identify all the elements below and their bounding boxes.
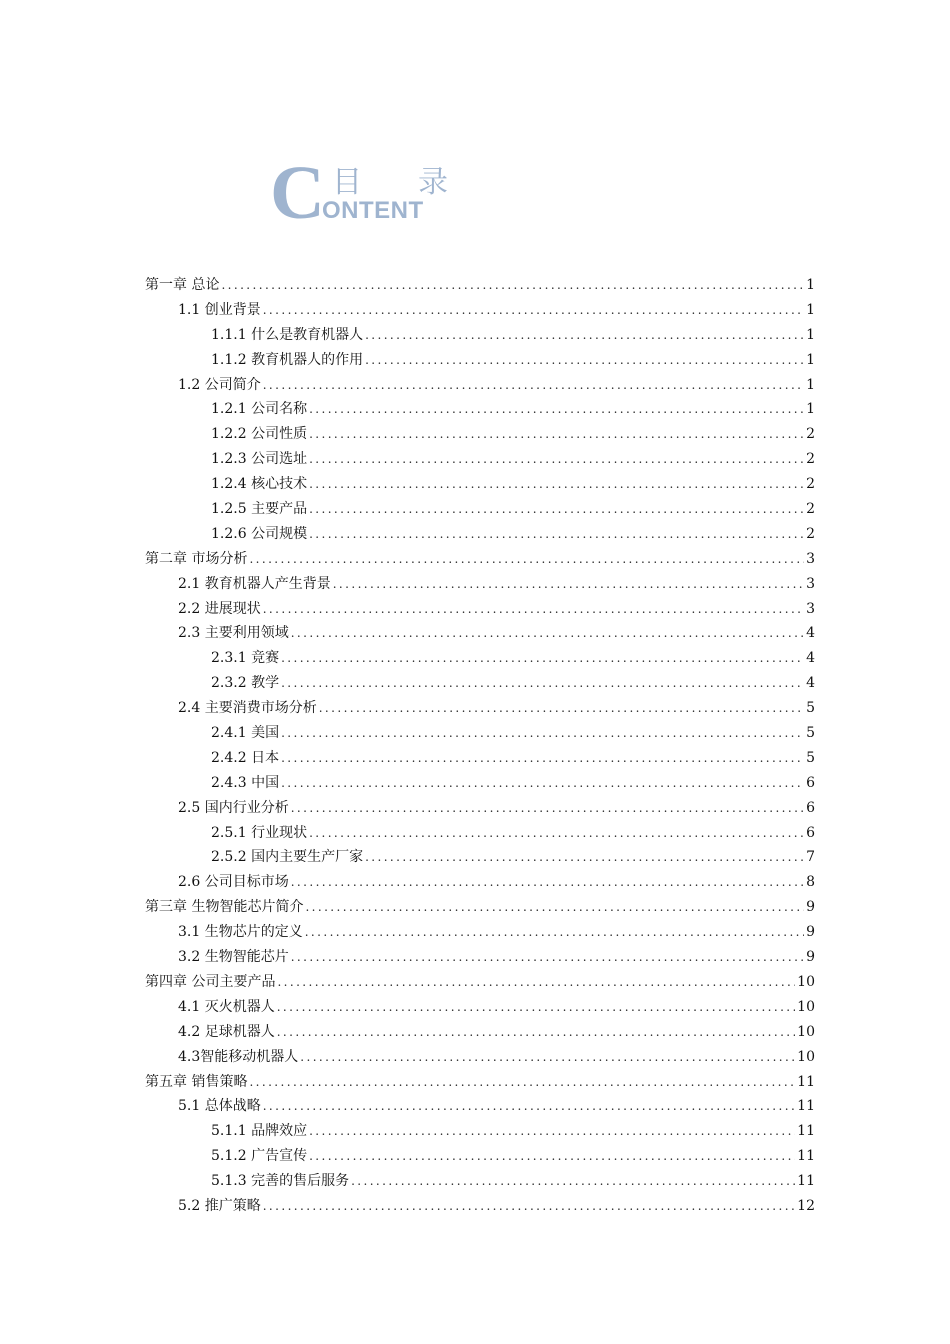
toc-entry[interactable] — [145, 325, 815, 350]
toc-entry-page: 11 — [797, 1073, 815, 1090]
toc-dot-leader — [309, 524, 804, 544]
toc-entry-page: 5 — [806, 749, 815, 766]
toc-entry-page: 3 — [806, 575, 815, 592]
toc-entry[interactable] — [145, 1022, 815, 1047]
toc-entry[interactable] — [145, 449, 815, 474]
toc-entry-page: 11 — [797, 1123, 815, 1140]
toc-entry[interactable] — [145, 1121, 815, 1146]
toc-dot-leader — [281, 723, 804, 743]
toc-dot-leader — [263, 375, 804, 395]
toc-entry-title: 3.2 生物智能芯片 — [178, 949, 289, 966]
toc-dot-leader — [221, 275, 804, 295]
toc-entry-page: 9 — [806, 899, 815, 916]
toc-dot-leader — [319, 698, 804, 718]
logo-cn-lu: 录 — [418, 165, 448, 200]
toc-entry-page: 6 — [806, 799, 815, 816]
toc-dot-leader — [309, 474, 804, 494]
toc-entry-page: 1 — [806, 301, 815, 318]
toc-entry-title: 1.2.5 主要产品 — [211, 501, 308, 518]
toc-entry-title: 第四章 公司主要产品 — [145, 973, 276, 990]
toc-entry[interactable] — [145, 798, 815, 823]
toc-entry-title: 5.1 总体战略 — [178, 1098, 261, 1115]
toc-entry[interactable] — [145, 972, 815, 997]
toc-entry[interactable] — [145, 773, 815, 798]
toc-entry-title: 1.2.1 公司名称 — [211, 401, 308, 418]
toc-dot-leader — [291, 623, 804, 643]
toc-entry[interactable] — [145, 350, 815, 375]
toc-entry-page: 4 — [806, 650, 815, 667]
toc-entry-page: 9 — [806, 949, 815, 966]
toc-entry[interactable] — [145, 574, 815, 599]
toc-entry-page: 3 — [806, 550, 815, 567]
toc-entry-page: 1 — [806, 376, 815, 393]
toc-dot-leader — [333, 574, 804, 594]
toc-entry-page: 6 — [806, 824, 815, 841]
toc-entry-title: 2.2 进展现状 — [178, 600, 261, 617]
toc-entry-page: 12 — [797, 1197, 815, 1214]
toc-entry-page: 10 — [797, 973, 815, 990]
toc-entry[interactable] — [145, 499, 815, 524]
toc-dot-leader — [263, 599, 804, 619]
toc-entry[interactable] — [145, 947, 815, 972]
toc-entry-page: 10 — [797, 998, 815, 1015]
toc-entry-title: 第一章 总论 — [145, 277, 220, 293]
toc-entry-title: 第三章 生物智能芯片简介 — [145, 899, 304, 916]
toc-dot-leader — [281, 773, 804, 793]
toc-entry-title: 2.4.1 美国 — [211, 725, 280, 742]
toc-entry[interactable] — [145, 1171, 815, 1196]
toc-entry-title: 1.2.4 核心技术 — [211, 476, 308, 493]
toc-entry[interactable] — [145, 399, 815, 424]
toc-entry[interactable] — [145, 723, 815, 748]
toc-entry[interactable] — [145, 1196, 815, 1221]
toc-entry-title: 4.3智能移动机器人 — [178, 1048, 299, 1065]
toc-dot-leader — [291, 947, 804, 967]
toc-entry[interactable] — [145, 1146, 815, 1171]
toc-entry[interactable] — [145, 872, 815, 897]
toc-entry-title: 2.6 公司目标市场 — [178, 874, 289, 891]
toc-entry-page: 2 — [806, 426, 815, 443]
toc-entry-title: 1.2.6 公司规模 — [211, 525, 308, 542]
toc-dot-leader — [281, 648, 804, 668]
toc-entry[interactable] — [145, 1096, 815, 1121]
toc-dot-leader — [291, 872, 804, 892]
toc-entry-title: 2.5 国内行业分析 — [178, 799, 289, 816]
toc-entry[interactable] — [145, 748, 815, 773]
toc-dot-leader — [309, 1121, 795, 1141]
toc-entry[interactable] — [145, 698, 815, 723]
toc-dot-leader — [309, 424, 804, 444]
toc-dot-leader — [305, 922, 804, 942]
toc-entry-page: 1 — [806, 277, 815, 293]
toc-dot-leader — [309, 499, 804, 519]
toc-entry[interactable] — [145, 897, 815, 922]
toc-dot-leader — [263, 1196, 795, 1216]
toc-dot-leader — [365, 325, 804, 345]
toc-entry-title: 第五章 销售策略 — [145, 1073, 248, 1090]
toc-entry-page: 11 — [797, 1148, 815, 1165]
toc-dot-leader — [309, 823, 804, 843]
toc-entry-page: 11 — [797, 1098, 815, 1115]
toc-entry-page: 11 — [797, 1173, 815, 1190]
logo-cn-mu: 目 — [332, 165, 362, 200]
toc-entry-title: 第二章 市场分析 — [145, 550, 248, 567]
content-logo — [270, 150, 470, 230]
toc-entry[interactable] — [145, 648, 815, 673]
toc-entry-page: 2 — [806, 476, 815, 493]
toc-entry[interactable] — [145, 623, 815, 648]
toc-entry-page: 4 — [806, 625, 815, 642]
toc-entry-title: 5.1.2 广告宣传 — [211, 1148, 308, 1165]
toc-entry-title: 2.3 主要利用领域 — [178, 625, 289, 642]
toc-entry-page: 1 — [806, 401, 815, 418]
toc-entry-title: 2.5.1 行业现状 — [211, 824, 308, 841]
toc-entry-title: 1.1.2 教育机器人的作用 — [211, 351, 364, 368]
toc-entry-title: 3.1 生物芯片的定义 — [178, 924, 303, 941]
toc-entry-title: 2.4.2 日本 — [211, 749, 280, 766]
table-of-contents — [145, 275, 815, 1221]
toc-entry-page: 3 — [806, 600, 815, 617]
logo-big-c: C — [270, 151, 325, 230]
toc-dot-leader — [249, 549, 804, 569]
toc-dot-leader — [277, 972, 795, 992]
toc-dot-leader — [351, 1171, 795, 1191]
toc-entry-title: 5.1.3 完善的售后服务 — [211, 1173, 350, 1190]
toc-entry[interactable] — [145, 474, 815, 499]
toc-entry-title: 1.2.3 公司选址 — [211, 451, 308, 468]
toc-entry[interactable] — [145, 997, 815, 1022]
toc-entry[interactable] — [145, 549, 815, 574]
toc-entry[interactable] — [145, 300, 815, 325]
toc-entry-title: 5.2 推广策略 — [178, 1197, 261, 1214]
toc-dot-leader — [309, 1146, 795, 1166]
toc-entry-page: 2 — [806, 501, 815, 518]
toc-entry-page: 8 — [806, 874, 815, 891]
toc-entry-title: 4.2 足球机器人 — [178, 1023, 275, 1040]
toc-dot-leader — [300, 1047, 795, 1067]
toc-entry[interactable] — [145, 1072, 815, 1097]
toc-entry[interactable] — [145, 673, 815, 698]
toc-dot-leader — [263, 300, 804, 320]
toc-dot-leader — [263, 1096, 795, 1116]
toc-entry-page: 2 — [806, 525, 815, 542]
toc-dot-leader — [249, 1072, 795, 1092]
toc-dot-leader — [309, 399, 804, 419]
toc-entry-title: 2.3.2 教学 — [211, 675, 280, 692]
toc-entry-title: 2.4.3 中国 — [211, 774, 280, 791]
toc-entry-title: 5.1.1 品牌效应 — [211, 1123, 308, 1140]
toc-entry-title: 2.4 主要消费市场分析 — [178, 700, 317, 717]
toc-dot-leader — [277, 1022, 795, 1042]
toc-entry[interactable] — [145, 375, 815, 400]
toc-dot-leader — [281, 673, 804, 693]
toc-entry[interactable] — [145, 275, 815, 300]
toc-entry[interactable] — [145, 823, 815, 848]
toc-entry-page: 2 — [806, 451, 815, 468]
toc-entry-page: 6 — [806, 774, 815, 791]
toc-entry-title: 1.2.2 公司性质 — [211, 426, 308, 443]
toc-entry[interactable] — [145, 599, 815, 624]
toc-entry-page: 1 — [806, 326, 815, 343]
toc-entry-page: 10 — [797, 1023, 815, 1040]
toc-dot-leader — [309, 449, 804, 469]
toc-entry[interactable] — [145, 847, 815, 872]
toc-entry[interactable] — [145, 424, 815, 449]
logo-content-word: ONTENT — [322, 197, 424, 224]
toc-entry-page: 5 — [806, 700, 815, 717]
toc-entry-page: 1 — [806, 351, 815, 368]
toc-entry-page: 5 — [806, 725, 815, 742]
toc-entry-title: 2.5.2 国内主要生产厂家 — [211, 849, 364, 866]
toc-entry-page: 9 — [806, 924, 815, 941]
toc-entry-title: 2.1 教育机器人产生背景 — [178, 575, 331, 592]
toc-dot-leader — [281, 748, 804, 768]
toc-entry-title: 4.1 灭火机器人 — [178, 998, 275, 1015]
toc-entry-title: 2.3.1 竞赛 — [211, 650, 280, 667]
toc-entry-title: 1.2 公司简介 — [178, 376, 261, 393]
toc-entry-page: 7 — [806, 849, 815, 866]
toc-dot-leader — [305, 897, 804, 917]
toc-entry[interactable] — [145, 922, 815, 947]
toc-entry-title: 1.1 创业背景 — [178, 301, 261, 318]
toc-dot-leader — [365, 350, 804, 370]
toc-dot-leader — [365, 847, 804, 867]
toc-entry-title: 1.1.1 什么是教育机器人 — [211, 326, 364, 343]
toc-entry[interactable] — [145, 524, 815, 549]
toc-dot-leader — [291, 798, 804, 818]
toc-entry[interactable] — [145, 1047, 815, 1072]
toc-entry-page: 4 — [806, 675, 815, 692]
toc-dot-leader — [277, 997, 795, 1017]
toc-entry-page: 10 — [797, 1048, 815, 1065]
